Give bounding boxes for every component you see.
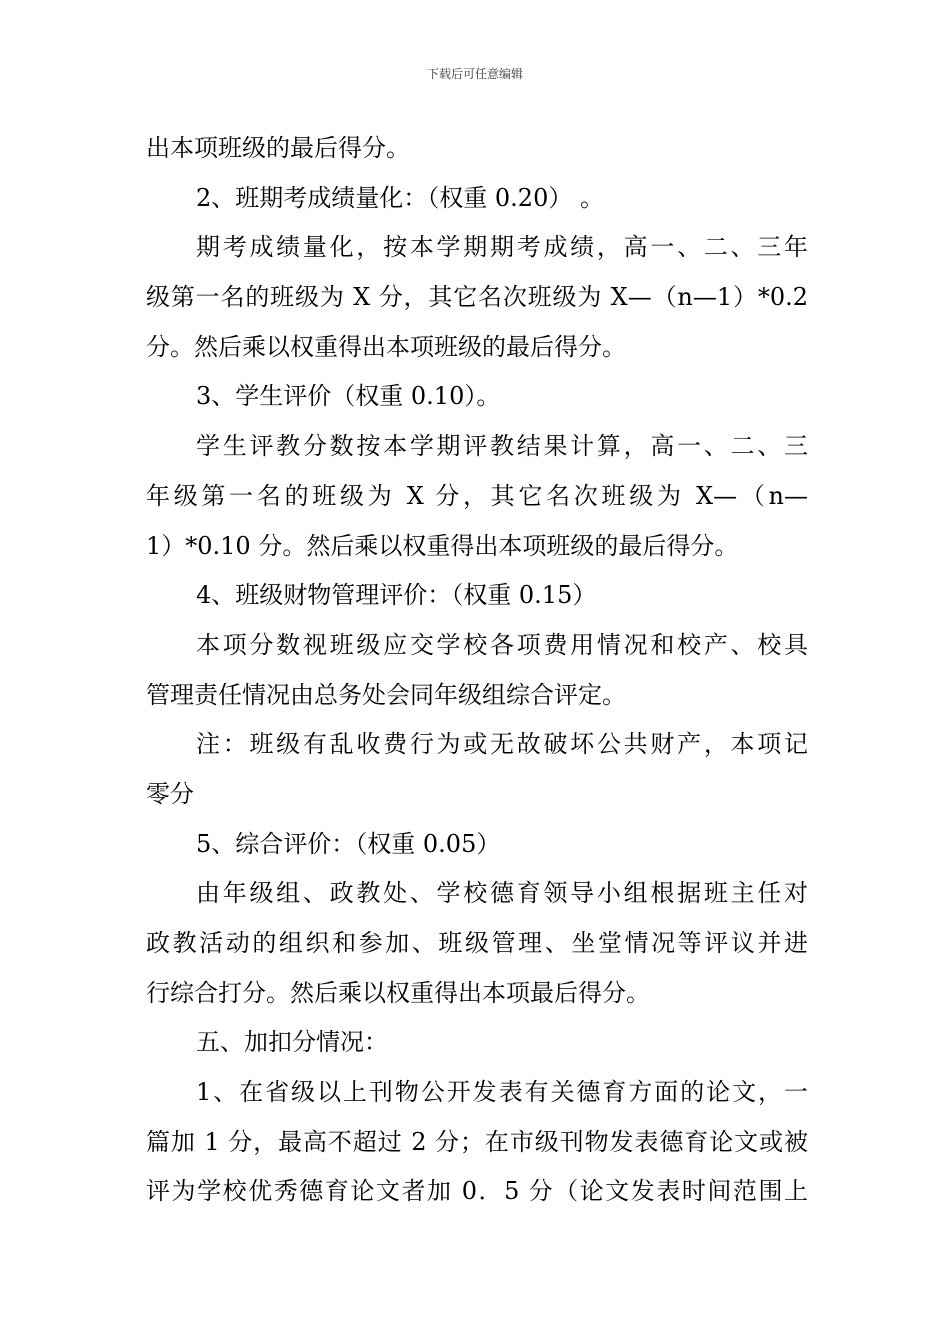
text-line: 五、加扣分情况： bbox=[196, 1028, 388, 1057]
page-header: 下载后可任意编辑 bbox=[426, 67, 523, 81]
text-line: 1）*0.10 分。然后乘以权重得出本项班级的最后得分。 bbox=[146, 531, 739, 560]
text-line: 本项分数视班级应交学校各项费用情况和校产、校具 bbox=[196, 630, 808, 659]
text-line: 4、班级财物管理评价：（权重 0.15） bbox=[196, 581, 597, 610]
text-line: 级第一名的班级为 X 分，其它名次班级为 X—（n—1）*0.2 bbox=[146, 283, 808, 312]
document-body bbox=[146, 124, 808, 1217]
text-line: 1、在省级以上刊物公开发表有关德育方面的论文，一 bbox=[196, 1078, 808, 1107]
text-line: 评为学校优秀德育论文者加 0．5 分（论文发表时间范围上 bbox=[146, 1177, 808, 1206]
text-line: 期考成绩量化，按本学期期考成绩，高一、二、三年 bbox=[196, 233, 808, 262]
text-line: 出本项班级的最后得分。 bbox=[146, 134, 410, 162]
text-line: 管理责任情况由总务处会同年级组综合评定。 bbox=[146, 680, 626, 709]
text-line: 注：班级有乱收费行为或无故破坏公共财产，本项记 bbox=[196, 730, 808, 759]
text-line: 由年级组、政教处、学校德育领导小组根据班主任对 bbox=[196, 879, 808, 908]
text-line: 行综合打分。然后乘以权重得出本项最后得分。 bbox=[146, 978, 650, 1007]
text-line: 分。然后乘以权重得出本项班级的最后得分。 bbox=[146, 332, 626, 361]
text-line: 零分 bbox=[146, 779, 194, 808]
text-line: 2、班期考成绩量化：（权重 0.20） 。 bbox=[196, 183, 604, 212]
text-line: 年级第一名的班级为 X 分，其它名次班级为 X—（n— bbox=[146, 481, 808, 510]
text-line: 3、学生评价（权重 0.10）。 bbox=[196, 382, 501, 411]
text-line: 学生评教分数按本学期评教结果计算，高一、二、三 bbox=[196, 432, 808, 461]
text-line: 5、综合评价：（权重 0.05） bbox=[196, 829, 501, 858]
text-line: 篇加 1 分，最高不超过 2 分；在市级刊物发表德育论文或被 bbox=[146, 1127, 808, 1156]
text-line: 政教活动的组织和参加、班级管理、坐堂情况等评议并进 bbox=[146, 929, 808, 957]
